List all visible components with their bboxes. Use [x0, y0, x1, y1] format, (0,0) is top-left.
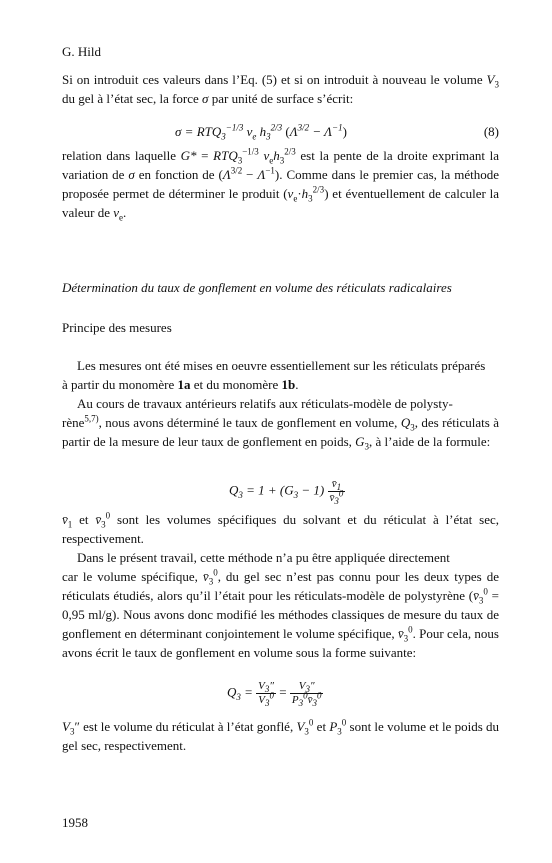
- paragraph-6: Dans le présent travail, cette méthode n’a pu être appliquée directement car le volume spécifique, $v̄_3^0$, du gel sec n’est pas connu pour les deux types de réticulats étudiés, alors qu’il l’était pour les réticulats-modèle de polystyrène ($v̄_3^0 = 0,95$ ml/g). Nous avons donc modifié les méthodes classiques de mesure du taux de gonflement en déterminant conjointement le volume spécifique, $v̄_3^0$. Pour cela, nous avons écrit le taux de gonflement en volume sous la forme suivante:: [62, 550, 499, 660]
- equation-q3b-fraction-1: $\frac{V_3''}{V_3^0}$: [258, 680, 274, 709]
- fraction-numerator: $v̄_1$: [328, 478, 346, 492]
- fraction-denominator: $v̄_3^0$: [329, 488, 344, 507]
- equation-q3b-fraction-2: $\frac{V_3''}{P_3^0v̄_3^0}$: [291, 680, 322, 709]
- equation-8: $\sigma = RTQ_3^{-1/3}$ $\nu_e$ $h_3^{2/3}$ $(\Lambda^{3/2} - \Lambda^{-1})$: [175, 122, 347, 142]
- paragraph-2: relation dans laquelle $G* = RTQ_3^{-1/3}$ $\nu_eh_3^{2/3}$ est la pente de la droite exprimant la variation de σ en fonction de $(\Lambda^{3/2} - \Lambda^{-1})$. Comme dans le premier cas, la méthode proposée permet de déterminer le produit $(\nu_e\cdot h_3^{2/3})$ et éventuellement de calculer la valeur de $\nu_e$.: [62, 146, 499, 223]
- paragraph-7: $V_3''$ est le volume du réticulat à l’état gonflé, $V_3^0$ et $P_3^0$ sont le volume et le poids du gel sec, respectivement.: [62, 717, 499, 753]
- running-header-author: G. Hild: [62, 44, 101, 59]
- equation-q3-volume: $Q_3$ = $\frac{V_3''}{V_3^0}$ = $\frac{V_3''}{P_3^0v̄_3^0}$: [227, 680, 322, 709]
- equation-8-number: (8): [483, 124, 499, 139]
- equation-q3-fraction: [328, 478, 346, 505]
- paragraph-5: $v̄_1$ et $v̄_3^0$ sont les volumes spécifiques du solvant et du réticulat à l’état sec, respectivement.: [62, 510, 499, 546]
- paragraph-3: Les mesures ont été mises en oeuvre essentiellement sur les réticulats préparés à partir du monomère 1a et du monomère 1b.: [62, 358, 486, 392]
- paragraph-1: Si on introduit ces valeurs dans l’Eq. (5) et si on introduit à nouveau le volume $V_3$ du gel à l’état sec, la force σ par unité de surface s’écrit:: [62, 72, 499, 106]
- equation-q3-from-g3: $Q_3 = 1 + (G_3 - 1)$ $\frac{v̄_1}{v̄_3^0}$: [229, 478, 344, 507]
- paragraph-4: Au cours de travaux antérieurs relatifs aux réticulats-modèle de polysty- rène$^{5,7)}$, nous avons déterminé le taux de gonflement en volume, $Q_3$, des réticulats à partir de la mesure de leur taux de gonflement en poids, $G_3$, à l’aide de la formule:: [62, 396, 499, 452]
- subsection-heading: Principe des mesures: [62, 320, 172, 335]
- section-heading: Détermination du taux de gonflement en volume des réticulats radicalaires: [62, 280, 452, 295]
- page-number: 1958: [62, 815, 88, 830]
